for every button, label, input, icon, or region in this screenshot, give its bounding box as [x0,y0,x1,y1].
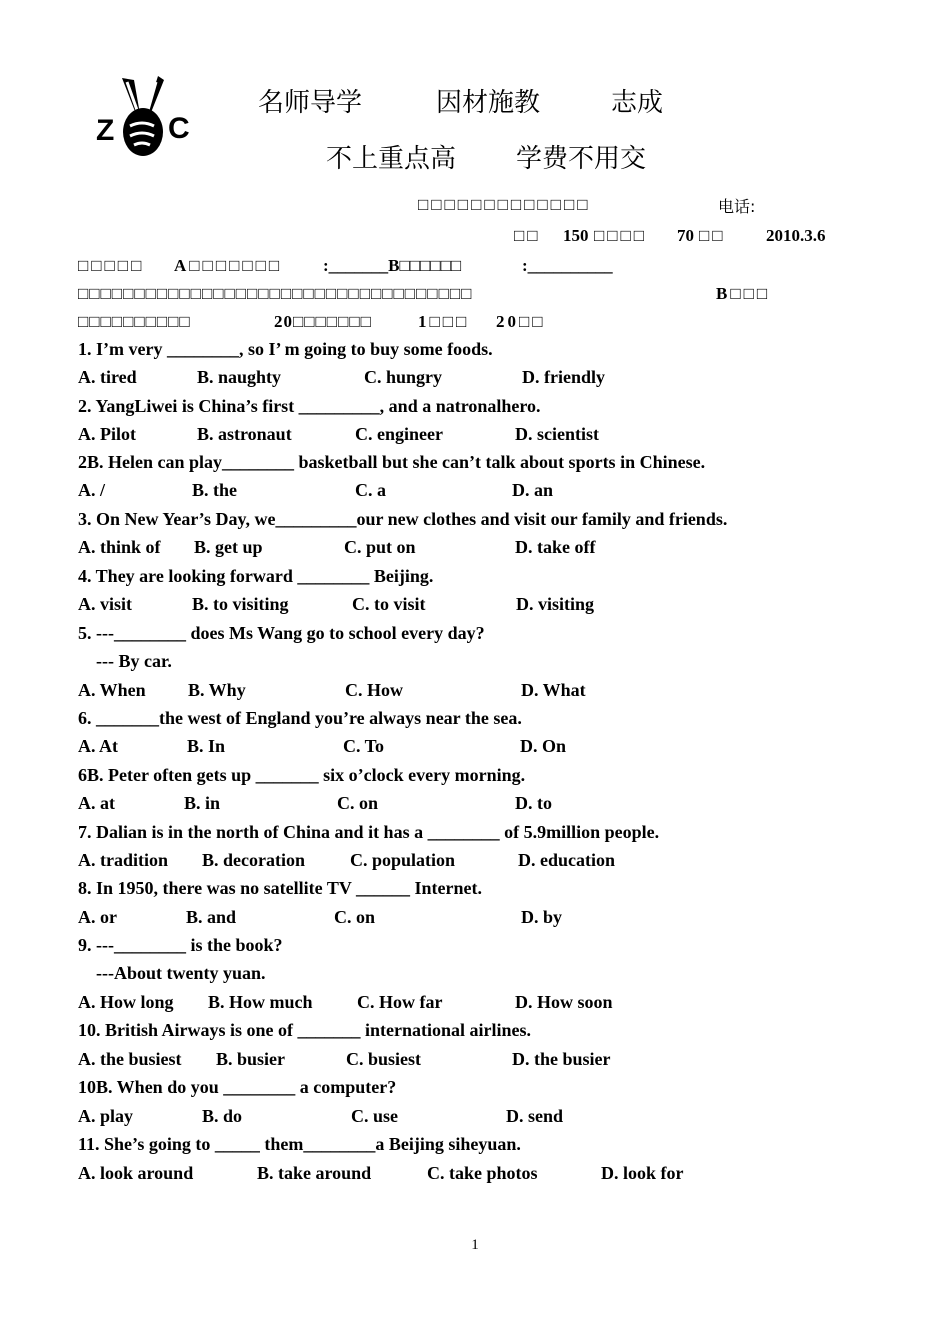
option-b: B. In [187,736,226,756]
page-number: 1 [471,1237,479,1253]
option-b: B. naughty [197,367,282,387]
option-a: A. at [78,793,115,813]
option-b: B. take around [257,1163,372,1183]
option-a: A. At [78,736,118,756]
option-a: A. visit [78,594,132,614]
question-text: 11. She’s going to _____ them________a Beijing siheyuan. [78,1134,521,1154]
info-row4-b: B□□□ [716,284,771,303]
option-c: C. use [351,1106,399,1126]
option-c: C. engineer [355,424,443,444]
question-text: 5. ---________ does Ms Wang go to school every day? [78,623,485,643]
option-d: D. What [521,680,586,700]
slogan-3: 志成 [611,88,664,118]
question-text: 3. On New Year’s Day, we_________our new clothes and visit our family and friends. [78,509,728,529]
option-d: D. to [515,793,552,813]
question-text: 1. I’m very ________, so I’ m going to buy some foods. [78,339,493,359]
option-b: B. to visiting [192,594,289,614]
question-text: 8. In 1950, there was no satellite TV ______ Internet. [78,878,482,898]
option-a: A. or [78,907,117,927]
info-row4-a: □□□□□□□□□□□□□□□□□□□□□□□□□□□□□□□□□□□ [78,284,473,303]
option-c: C. on [334,907,376,927]
option-d: D. scientist [515,424,599,444]
question-text: 10B. When do you ________ a computer? [78,1077,397,1097]
option-b: B. Why [188,680,246,700]
option-c: C. How [345,680,403,700]
option-a: A. tired [78,367,137,387]
option-a: A. tradition [78,850,168,870]
option-c: C. population [350,850,456,870]
option-c: C. a [355,480,386,500]
question-text: 4. They are looking forward ________ Beijing. [78,566,434,586]
option-a: A. the busiest [78,1049,182,1069]
option-c: C. put on [344,537,416,557]
option-d: D. an [512,480,554,500]
option-b: B. get up [194,537,263,557]
question-text: 10. British Airways is one of _______ international airlines. [78,1020,532,1040]
option-d: D. friendly [522,367,605,387]
svg-text:Z: Z [96,114,115,147]
option-d: D. by [521,907,563,927]
question-answer-line: --- By car. [96,651,172,671]
option-b: B. decoration [202,850,305,870]
question-text: 2. YangLiwei is China’s first _________, and a natronalhero. [78,396,541,416]
question-text: 6B. Peter often gets up _______ six o’clock every morning. [78,765,526,785]
victory-hand-icon [122,76,164,156]
option-d: D. education [518,850,616,870]
score-unit: □□□□ [594,226,648,245]
info-row3-a: □□□□□ [78,256,145,275]
option-b: B. and [186,907,237,927]
info-row3-d: :__________ [522,256,613,275]
slogan-2: 因材施教 [436,88,541,118]
option-c: C. hungry [364,367,443,387]
option-d: D. send [506,1106,564,1126]
option-c: C. busiest [346,1049,422,1069]
option-d: D. look for [601,1163,684,1183]
option-d: D. take off [515,537,596,557]
question-text: 9. ---________ is the book? [78,935,283,955]
exam-time: 70 [677,226,694,245]
info-row5-b: 20□□□□□□□ [274,312,372,331]
option-d: D. On [520,736,567,756]
option-b: B. in [184,793,221,813]
time-unit: □□ [699,226,726,245]
info-row5-c: 1□□□ [418,312,470,331]
slogan-5: 学费不用交 [516,144,647,174]
option-c: C. To [343,736,385,756]
option-d: D. How soon [515,992,613,1012]
info-row3-c: :_______B□□□□□□ [323,256,462,275]
svg-text:C: C [168,112,190,145]
info-row3-b: A□□□□□□□ [174,256,283,275]
option-a: A. play [78,1106,134,1126]
option-a: A. think of [78,537,161,557]
school-logo [92,74,198,164]
score-label: □□ [514,226,541,245]
slogan-4: 不上重点高 [326,144,457,174]
question-text: 6. _______the west of England you’re always near the sea. [78,708,522,728]
option-b: B. do [202,1106,243,1126]
option-b: B. astronaut [197,424,292,444]
question-answer-line: ---About twenty yuan. [96,963,266,983]
slogan-1: 名师导学 [258,88,363,118]
phone-label: 电话: [718,197,756,216]
info-row5-a: □□□□□□□□□□ [78,312,191,331]
option-a: A. / [78,480,105,500]
total-score: 150 [563,226,589,245]
option-a: A. When [78,680,146,700]
info-row5-d: 20□□ [496,312,546,331]
option-a: A. look around [78,1163,194,1183]
option-c: C. to visit [352,594,426,614]
school-name: □□□□□□□□□□□□□ [418,195,591,214]
option-d: D. the busier [512,1049,611,1069]
question-text: 7. Dalian is in the north of China and it has a ________ of 5.9million people. [78,822,660,842]
question-text: 2B. Helen can play________ basketball but she can’t talk about sports in Chinese. [78,452,706,472]
option-a: A. How long [78,992,174,1012]
option-d: D. visiting [516,594,595,614]
option-b: B. busier [216,1049,286,1069]
option-a: A. Pilot [78,424,136,444]
option-c: C. How far [357,992,443,1012]
exam-date: 2010.3.6 [766,226,826,245]
option-b: B. How much [208,992,313,1012]
option-c: C. take photos [427,1163,538,1183]
option-b: B. the [192,480,237,500]
option-c: C. on [337,793,379,813]
